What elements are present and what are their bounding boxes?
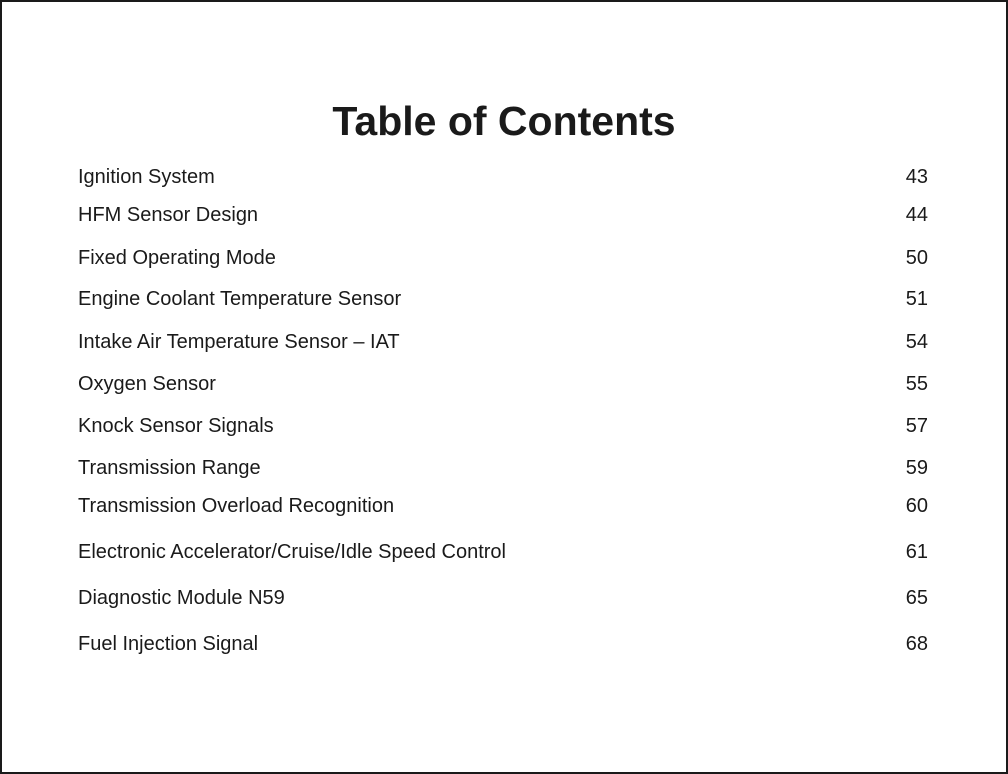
toc-entry-page: 59 (905, 457, 928, 479)
toc-entry-label: Fuel Injection Signal (78, 633, 259, 655)
toc-entry[interactable] (78, 413, 928, 439)
toc-entry[interactable] (78, 329, 928, 355)
toc-entry[interactable] (78, 245, 928, 271)
toc-entry-label: Intake Air Temperature Sensor – IAT (78, 331, 400, 353)
toc-entry[interactable] (78, 539, 928, 565)
toc-entry[interactable] (78, 585, 928, 611)
toc-entry-label: Knock Sensor Signals (78, 415, 274, 437)
toc-entry-page: 54 (905, 331, 928, 353)
toc-entry[interactable] (78, 493, 928, 519)
toc-entry-page: 61 (905, 541, 928, 563)
toc-entry[interactable] (78, 202, 928, 228)
toc-entry[interactable] (78, 631, 928, 657)
toc-entry[interactable] (78, 286, 928, 312)
toc-entry-page: 55 (905, 373, 928, 395)
toc-entry-page: 57 (905, 415, 928, 437)
toc-entry-label: Electronic Accelerator/Cruise/Idle Speed Control (78, 541, 506, 563)
toc-entry-page: 68 (905, 633, 928, 655)
toc-entry-label: Diagnostic Module N59 (78, 587, 285, 609)
toc-entry-label: Transmission Range (78, 457, 261, 479)
toc-entry-label: Oxygen Sensor (78, 373, 216, 395)
toc-entry-page: 65 (905, 587, 928, 609)
toc-entry-label: Fixed Operating Mode (78, 247, 276, 269)
toc-entry-label: Engine Coolant Temperature Sensor (78, 288, 402, 310)
toc-entry-page: 44 (905, 204, 928, 226)
toc-entry[interactable] (78, 455, 928, 481)
toc-entry[interactable] (78, 164, 928, 190)
toc-entry-page: 51 (905, 288, 928, 310)
toc-entry-label: HFM Sensor Design (78, 204, 259, 226)
toc-entry-page: 60 (905, 495, 928, 517)
toc-entry-label: Transmission Overload Recognition (78, 495, 395, 517)
toc-entry-label: Ignition System (78, 166, 215, 188)
toc-entry[interactable] (78, 371, 928, 397)
toc-entry-page: 50 (905, 247, 928, 269)
page-title: Table of Contents (332, 98, 676, 144)
toc-entry-page: 43 (905, 166, 928, 188)
